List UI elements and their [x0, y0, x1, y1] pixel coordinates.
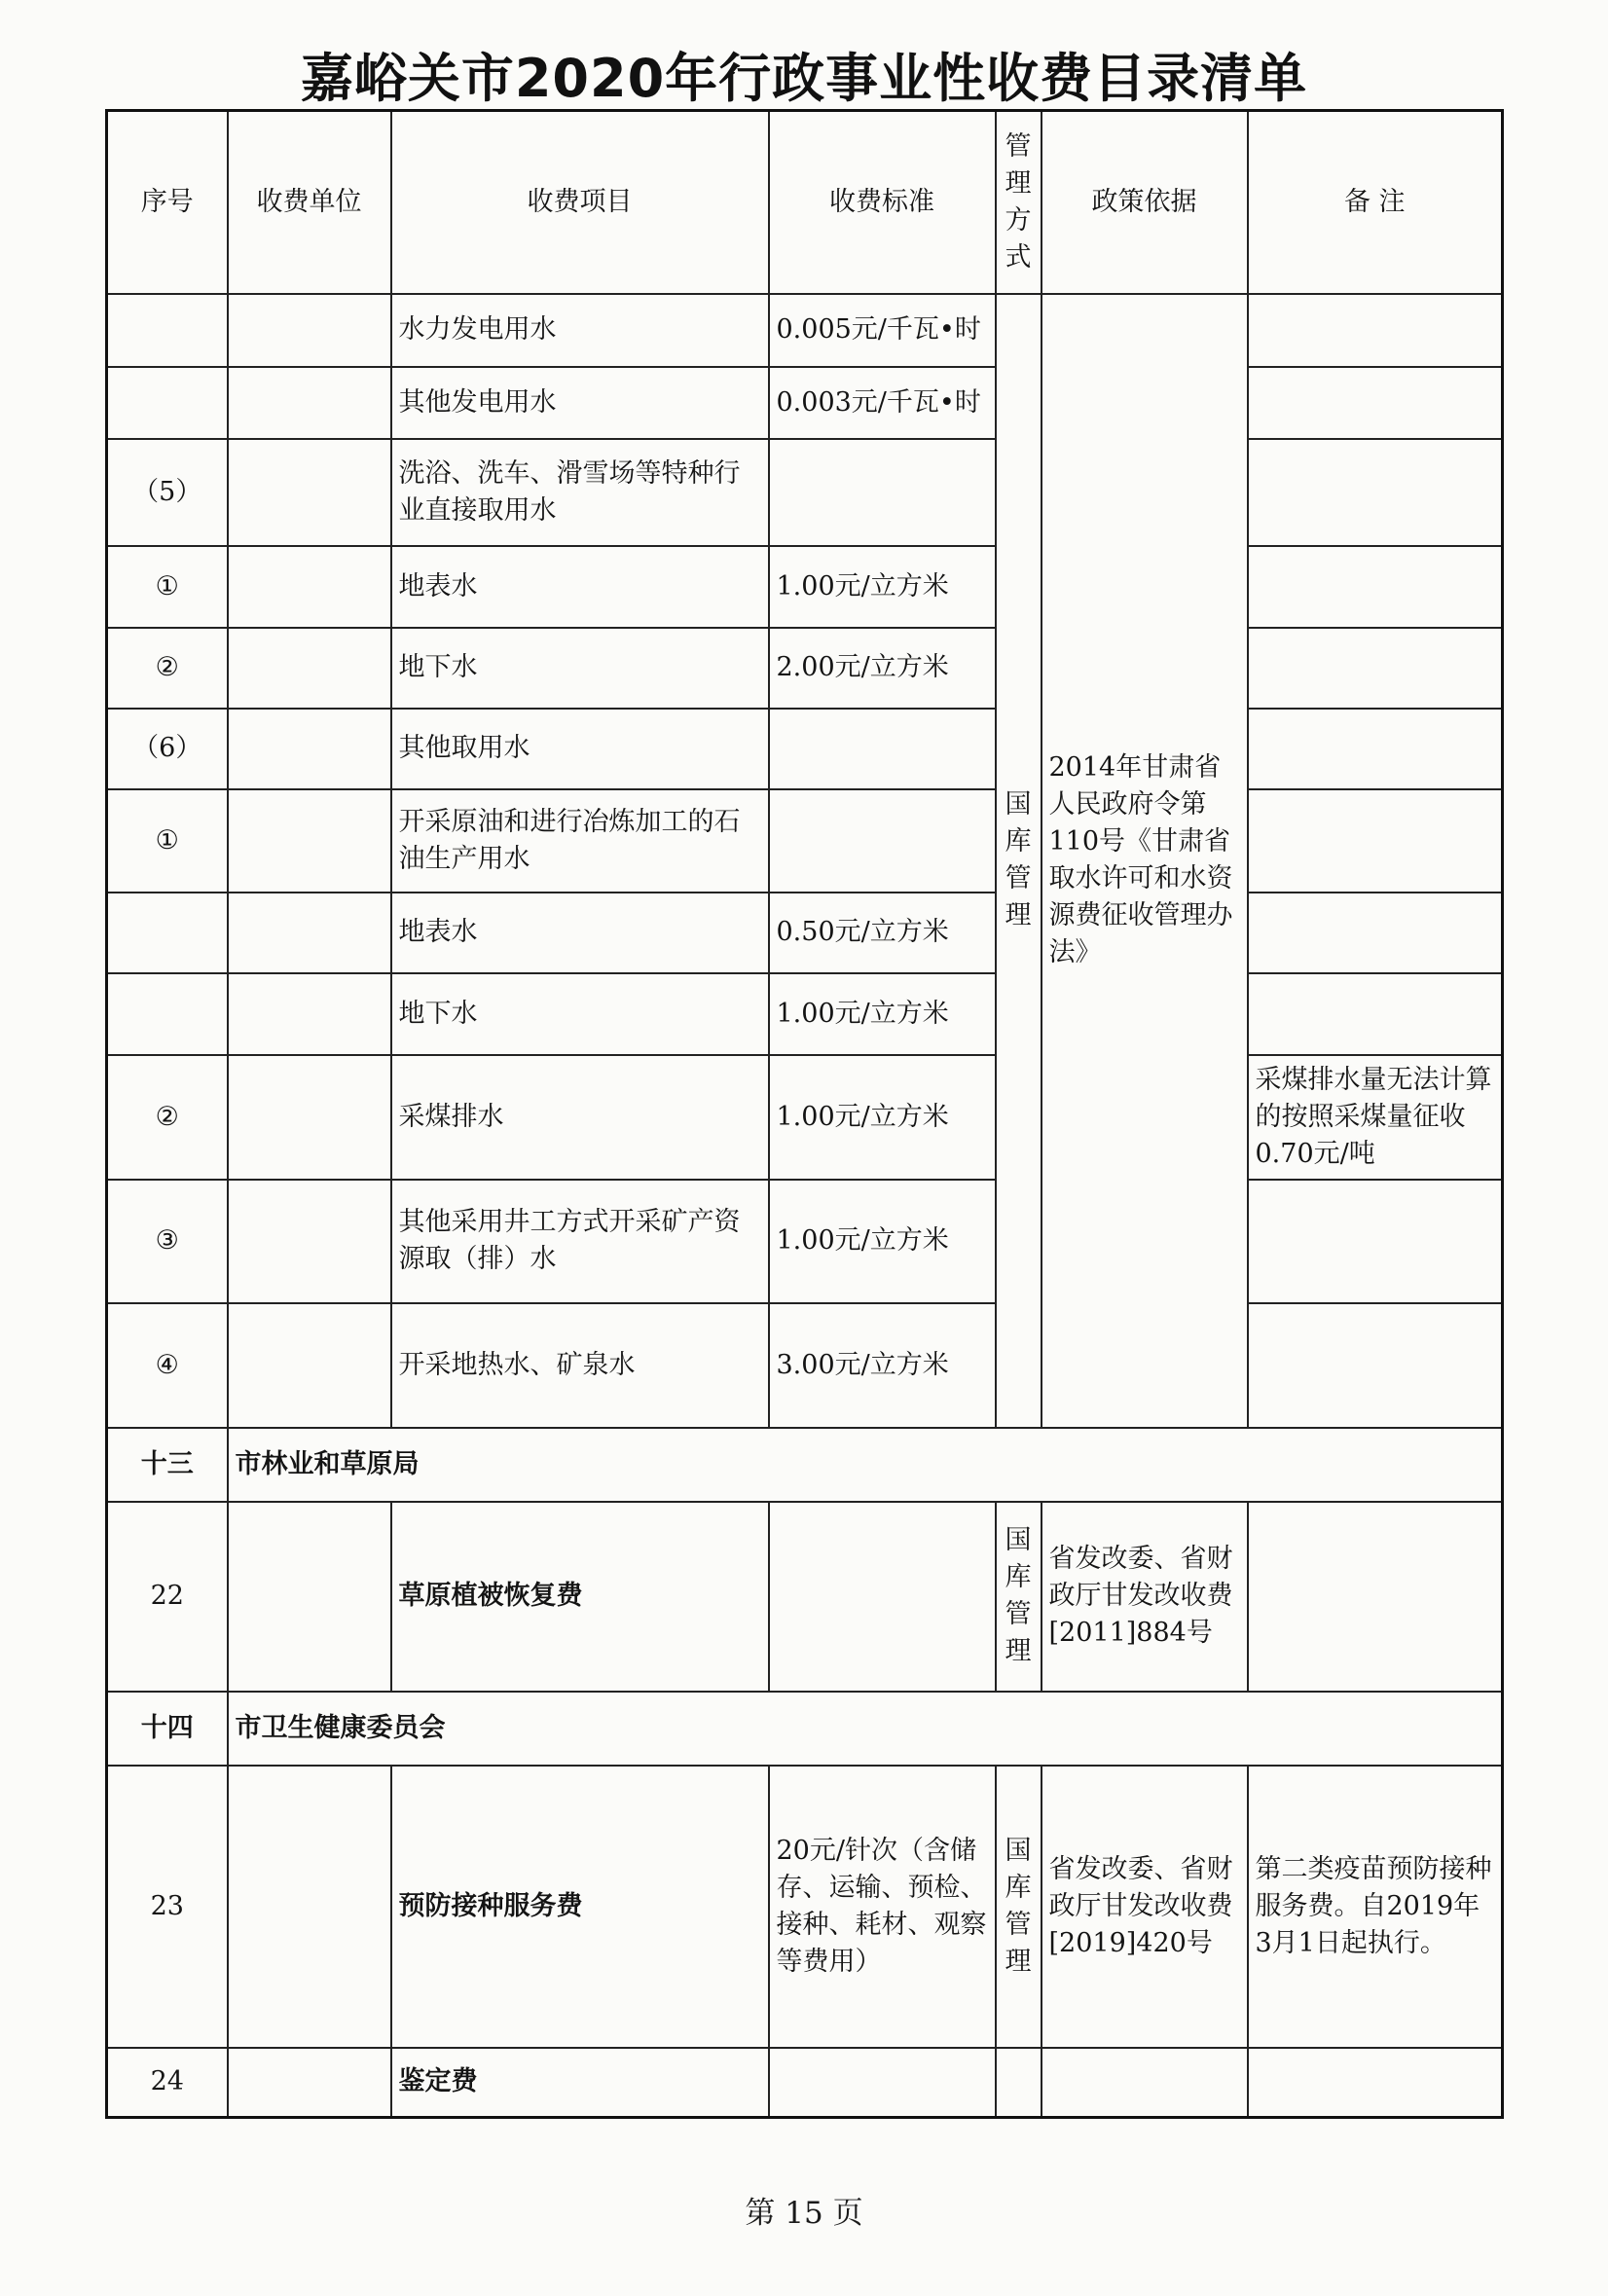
table-row [107, 294, 1503, 367]
row-item: 其他取用水 [391, 709, 769, 789]
row-remark: 采煤排水量无法计算的按照采煤量征收 0.70元/吨 [1248, 1055, 1503, 1180]
page-number: 第 15 页 [745, 2196, 863, 2231]
water-mgmt-cell: 国库管理 [996, 294, 1042, 1428]
row-standard [769, 2048, 996, 2118]
row-remark [1248, 789, 1503, 893]
row-mgmt: 国库管理 [996, 1766, 1042, 2048]
row-seq: ② [107, 628, 228, 709]
row-item: 其他发电用水 [391, 367, 769, 439]
header-unit: 收费单位 [228, 111, 391, 294]
row-unit [228, 628, 391, 709]
section-seq: 十四 [107, 1692, 228, 1766]
page-title: 嘉峪关市2020年行政事业性收费目录清单 [300, 48, 1308, 109]
table-row [107, 367, 1503, 439]
row-basis: 省发改委、省财政厅甘发改收费[2011]884号 [1042, 1502, 1248, 1692]
table-row [107, 1055, 1503, 1180]
table-row [107, 789, 1503, 893]
row-seq: ③ [107, 1180, 228, 1303]
row-unit [228, 546, 391, 628]
row-seq [107, 893, 228, 973]
row-unit [228, 1180, 391, 1303]
table-row [107, 628, 1503, 709]
table-row [107, 973, 1503, 1055]
row-item: 鉴定费 [391, 2048, 769, 2118]
header-remark: 备 注 [1248, 111, 1503, 294]
row-mgmt [996, 2048, 1042, 2118]
row-standard: 1.00元/立方米 [769, 1180, 996, 1303]
row-unit [228, 294, 391, 367]
row-unit [228, 1055, 391, 1180]
row-unit [228, 367, 391, 439]
row-item: 水力发电用水 [391, 294, 769, 367]
row-seq: ① [107, 789, 228, 893]
row-remark: 第二类疫苗预防接种服务费。自2019年3月1日起执行。 [1248, 1766, 1503, 2048]
row-item: 其他采用井工方式开采矿产资源取（排）水 [391, 1180, 769, 1303]
row-remark [1248, 439, 1503, 546]
section-row [107, 1692, 1503, 1766]
row-unit [228, 893, 391, 973]
header-item: 收费项目 [391, 111, 769, 294]
row-seq [107, 294, 228, 367]
row-remark [1248, 628, 1503, 709]
row-standard: 1.00元/立方米 [769, 973, 996, 1055]
row-standard: 1.00元/立方米 [769, 1055, 996, 1180]
table-row [107, 893, 1503, 973]
row-seq: 24 [107, 2048, 228, 2118]
row-unit [228, 1303, 391, 1428]
row-remark [1248, 893, 1503, 973]
row-seq: 22 [107, 1502, 228, 1692]
row-standard [769, 789, 996, 893]
row-remark [1248, 2048, 1503, 2118]
fee-catalog-table [105, 109, 1504, 2119]
row-seq [107, 367, 228, 439]
row-seq: （6） [107, 709, 228, 789]
table-row [107, 546, 1503, 628]
row-seq [107, 973, 228, 1055]
row-standard: 3.00元/立方米 [769, 1303, 996, 1428]
row-standard: 2.00元/立方米 [769, 628, 996, 709]
row-standard: 20元/针次（含储存、运输、预检、接种、耗材、观察等费用） [769, 1766, 996, 2048]
row-seq: ④ [107, 1303, 228, 1428]
table-row [107, 1502, 1503, 1692]
row-item: 草原植被恢复费 [391, 1502, 769, 1692]
row-unit [228, 789, 391, 893]
row-remark [1248, 1180, 1503, 1303]
row-unit [228, 1766, 391, 2048]
row-item: 采煤排水 [391, 1055, 769, 1180]
table-row [107, 2048, 1503, 2118]
row-unit [228, 973, 391, 1055]
row-standard: 0.003元/千瓦•时 [769, 367, 996, 439]
header-seq: 序号 [107, 111, 228, 294]
row-item: 预防接种服务费 [391, 1766, 769, 2048]
row-remark [1248, 1303, 1503, 1428]
table-row [107, 709, 1503, 789]
section-unit: 市林业和草原局 [228, 1428, 1503, 1502]
table-row [107, 1180, 1503, 1303]
row-standard [769, 709, 996, 789]
row-remark [1248, 1502, 1503, 1692]
header-basis: 政策依据 [1042, 111, 1248, 294]
row-seq: ② [107, 1055, 228, 1180]
row-item: 地下水 [391, 628, 769, 709]
row-seq: ① [107, 546, 228, 628]
water-basis-cell: 2014年甘肃省人民政府令第110号《甘肃省取水许可和水资源费征收管理办法》 [1042, 294, 1248, 1428]
row-unit [228, 2048, 391, 2118]
row-standard: 0.50元/立方米 [769, 893, 996, 973]
row-item: 洗浴、洗车、滑雪场等特种行业直接取用水 [391, 439, 769, 546]
header-mgmt: 管理方式 [996, 111, 1042, 294]
row-item: 地表水 [391, 546, 769, 628]
row-item: 地表水 [391, 893, 769, 973]
section-row [107, 1428, 1503, 1502]
row-basis [1042, 2048, 1248, 2118]
row-unit [228, 1502, 391, 1692]
row-unit [228, 439, 391, 546]
row-item: 开采原油和进行冶炼加工的石油生产用水 [391, 789, 769, 893]
table-row [107, 1766, 1503, 2048]
row-remark [1248, 546, 1503, 628]
row-standard: 0.005元/千瓦•时 [769, 294, 996, 367]
section-seq: 十三 [107, 1428, 228, 1502]
row-seq: 23 [107, 1766, 228, 2048]
row-item: 开采地热水、矿泉水 [391, 1303, 769, 1428]
row-remark [1248, 294, 1503, 367]
row-remark [1248, 367, 1503, 439]
table-header-row [107, 111, 1503, 294]
row-mgmt: 国库管理 [996, 1502, 1042, 1692]
header-standard: 收费标准 [769, 111, 996, 294]
row-standard [769, 439, 996, 546]
row-seq: （5） [107, 439, 228, 546]
table-row [107, 439, 1503, 546]
row-standard: 1.00元/立方米 [769, 546, 996, 628]
table-row [107, 1303, 1503, 1428]
row-unit [228, 709, 391, 789]
section-unit: 市卫生健康委员会 [228, 1692, 1503, 1766]
row-item: 地下水 [391, 973, 769, 1055]
row-remark [1248, 973, 1503, 1055]
row-standard [769, 1502, 996, 1692]
row-remark [1248, 709, 1503, 789]
row-basis: 省发改委、省财政厅甘发改收费[2019]420号 [1042, 1766, 1248, 2048]
